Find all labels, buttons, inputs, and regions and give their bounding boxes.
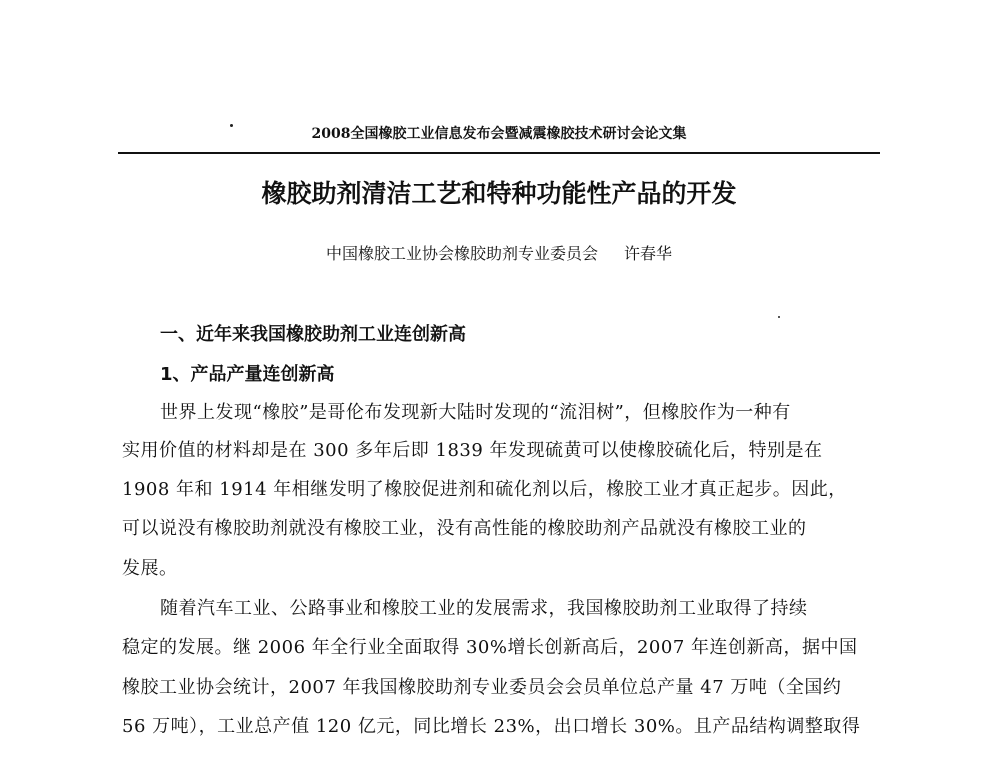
byline xyxy=(118,242,880,266)
paragraph-line: 橡胶工业协会统计，2007 年我国橡胶助剂专业委员会会员单位总产量 47 万吨（全国约 xyxy=(122,677,842,698)
paragraph-line: 可以说没有橡胶助剂就没有橡胶工业，没有高性能的橡胶助剂产品就没有橡胶工业的 xyxy=(122,518,807,539)
subsection-heading: 1、产品产量连创新高 xyxy=(160,364,335,385)
author-organization: 中国橡胶工业协会橡胶助剂专业委员会 xyxy=(325,244,598,263)
paragraph-line: 56 万吨），工业总产值 120 亿元，同比增长 23%，出口增长 30%。且产品结构调整取得 xyxy=(122,716,861,737)
scan-speck xyxy=(778,316,780,318)
paragraph-line: 世界上发现“橡胶”是哥伦布发现新大陆时发现的“流泪树”，但橡胶作为一种有 xyxy=(160,402,791,423)
paragraph-line: 稳定的发展。继 2006 年全行业全面取得 30%增长创新高后，2007 年连创新高，据中国 xyxy=(122,637,858,658)
paper-title: 橡胶助剂清洁工艺和特种功能性产品的开发 xyxy=(261,179,737,208)
paragraph-line: 随着汽车工业、公路事业和橡胶工业的发展需求，我国橡胶助剂工业取得了持续 xyxy=(160,598,808,619)
paragraph-line: 实用价值的材料却是在 300 多年后即 1839 年发现硫黄可以使橡胶硫化后，特别是在 xyxy=(122,440,823,461)
header-rule xyxy=(118,152,880,154)
section-heading: 一、近年来我国橡胶助剂工业连创新高 xyxy=(160,324,466,345)
paragraph-line: 1908 年和 1914 年相继发明了橡胶促进剂和硫化剂以后，橡胶工业才真正起步。因此， xyxy=(122,479,847,500)
running-header: 2008全国橡胶工业信息发布会暨减震橡胶技术研讨会论文集 xyxy=(311,126,687,142)
author-name: 许春华 xyxy=(624,244,673,263)
paragraph-line: 发展。 xyxy=(122,558,178,579)
